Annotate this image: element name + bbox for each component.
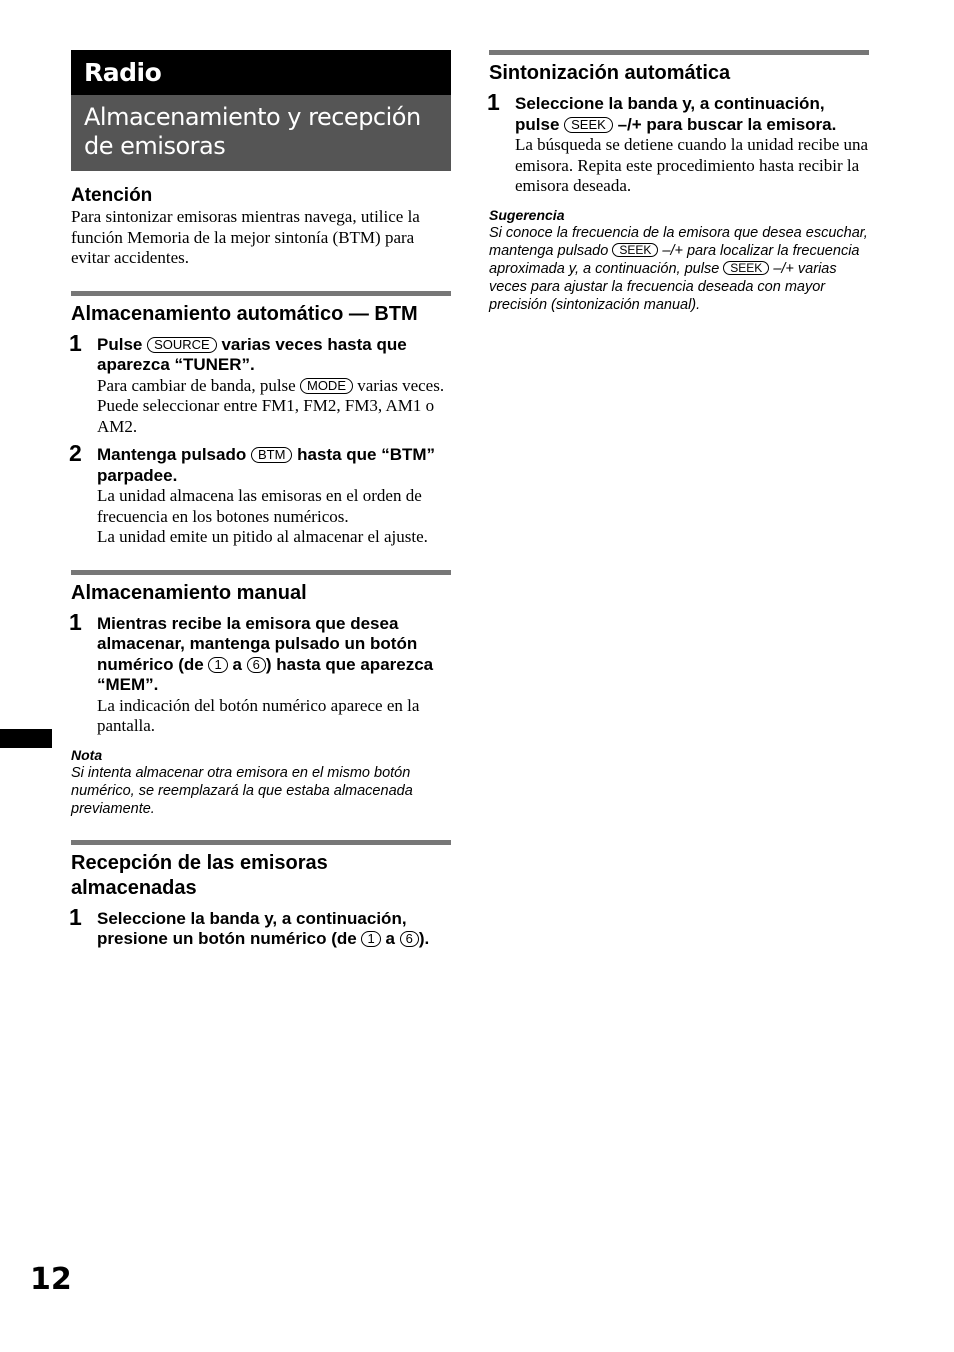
step-instruction [97,445,451,486]
step-instruction [515,94,869,135]
step-text: Mientras recibe la emisora que desea almacenar, mantenga pulsado un botón numérico (de [97,613,418,674]
auto-tuning-step-1 [487,89,869,197]
step-body: La unidad emite un pitido al almacenar el ajuste. [97,527,428,546]
recall-heading: Recepción de las emisoras almacenadas [71,851,328,899]
tip-text-part: –/+ para localizar la frecuencia aproximada y, a continuación, pulse [489,242,860,277]
source-button-label: SOURCE [147,337,217,353]
seek-button-label: SEEK [612,243,658,257]
step-body [97,376,451,438]
step-text: hasta que “BTM” parpadee. [97,445,436,485]
btm-heading: Almacenamiento automático — BTM [71,302,418,325]
btm-step-2 [69,440,451,548]
btm-section [71,291,451,548]
step-text: Seleccione la banda y, a continuación, presione un botón numérico (de [97,908,407,948]
number-button-label: 6 [400,931,419,947]
note-heading: Nota [71,746,103,763]
tip-text [489,224,869,314]
manual-step-1 [69,608,451,737]
auto-tuning-heading: Sintonización automática [489,62,731,84]
btm-button-label: BTM [251,447,292,463]
tip-heading: Sugerencia [489,206,565,223]
recall-section [71,840,451,950]
step-instruction [97,335,451,376]
recall-step-1 [69,903,451,950]
step-body: La búsqueda se detiene cuando la unidad recibe una emisora. Repita este procedimiento hasta recibir la emisora deseada. [515,135,869,195]
page-title: Radio [71,50,451,95]
step-text: Mantenga pulsado [97,445,247,464]
step-number: 1 [69,903,82,930]
step-instruction [97,614,451,696]
step-text: Pulse [97,334,143,354]
attention-heading: Atención [71,185,153,206]
step-text: Seleccione la banda y, a continuación, pulse [515,94,825,134]
step-number: 2 [69,440,82,466]
step-body: La indicación del botón numérico aparece en la pantalla. [97,695,420,735]
tip-text-part: Si conoce la frecuencia de la emisora que desea escuchar, mantenga pulsado [489,224,868,259]
number-button-label: 1 [208,657,227,673]
tip-text-part: –/+ varias veces para ajustar la frecuencia deseada con mayor precisión (sintonización manual). [489,260,837,313]
seek-button-label: SEEK [723,261,769,275]
auto-tuning-section [489,50,869,314]
step-instruction [97,909,451,950]
step-text: varias veces hasta que aparezca “TUNER”. [97,334,407,374]
left-column [71,50,451,950]
number-button-label: 1 [361,931,380,947]
body-text: varias veces. Puede seleccionar entre FM1, FM2, FM3, AM1 o AM2. [97,375,445,436]
body-text: Para cambiar de banda, pulse [97,375,296,395]
step-number: 1 [69,329,82,356]
step-number: 1 [69,608,82,635]
manual-section [71,570,451,818]
step-number: 1 [487,89,500,115]
step-text: a [232,654,242,674]
number-button-label: 6 [247,657,266,673]
right-column [489,50,869,314]
note-text: Si intenta almacenar otra emisora en el mismo botón numérico, se reemplazará la que estaba almacenada previamente. [71,764,413,817]
page-subtitle: Almacenamiento y recepción de emisoras [71,95,451,171]
step-text: ). [418,929,430,948]
mode-button-label: MODE [300,378,353,394]
attention-text: Para sintonizar emisoras mientras navega, utilice la función Memoria de la mejor sintonía (BTM) para evitar accidentes. [71,207,420,267]
step-text: –/+ para buscar la emisora. [617,114,837,134]
step-text: a [385,929,395,948]
step-body: La unidad almacena las emisoras en el orden de frecuencia en los botones numéricos. [97,486,422,526]
btm-step-1 [69,329,451,438]
manual-heading: Almacenamiento manual [71,581,307,604]
step-text: ) hasta que aparezca “MEM”. [97,654,434,694]
seek-button-label: SEEK [564,117,613,133]
section-tab-marker [0,729,52,748]
page-number: 12 [30,1262,72,1297]
